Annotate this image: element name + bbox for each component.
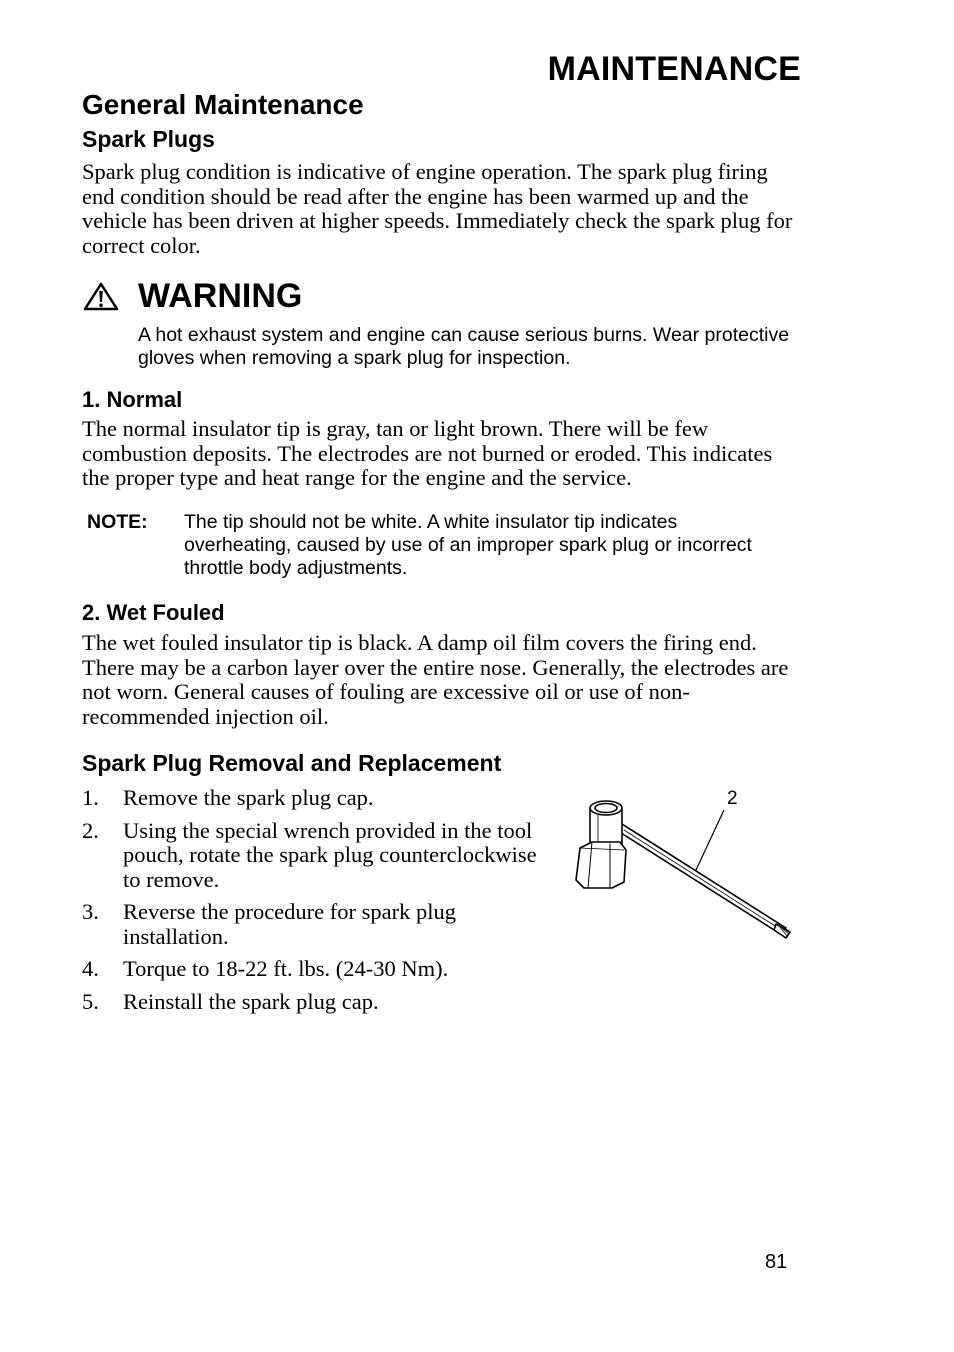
list-item bbox=[82, 990, 552, 1015]
step-text: Remove the spark plug cap. bbox=[123, 785, 374, 810]
warning-heading bbox=[82, 276, 302, 316]
list-item bbox=[82, 900, 552, 949]
step-number: 3. bbox=[82, 899, 99, 924]
spark-plug-wrench-icon bbox=[570, 784, 800, 944]
spark-plug-wrench-figure bbox=[570, 784, 800, 944]
step-text: Torque to 18-22 ft. lbs. (24-30 Nm). bbox=[123, 956, 449, 981]
step-number: 1. bbox=[82, 785, 99, 810]
step-number: 2. bbox=[82, 817, 99, 843]
warning-label: WARNING bbox=[138, 276, 303, 315]
step-text: Reinstall the spark plug cap. bbox=[123, 988, 379, 1014]
note-text: The tip should not be white. A white insulator tip indicates overheating, caused by use of an improper spark plug or incorrect throttle body adjustments. bbox=[184, 511, 752, 579]
step-number: 5. bbox=[82, 988, 99, 1014]
list-item bbox=[82, 786, 552, 811]
note-label: NOTE: bbox=[87, 511, 148, 533]
list-item bbox=[82, 957, 552, 982]
normal-paragraph: The normal insulator tip is gray, tan or light brown. There will be few combustion deposits. The electrodes are not burned or eroded. This indicates the proper type and heat range for the engine and the service. bbox=[82, 416, 773, 490]
intro-paragraph: Spark plug condition is indicative of engine operation. The spark plug firing end condition should be read after the engine has been warmed up and the vehicle has been driven at higher speeds. Immediately check the spark plug for correct color. bbox=[82, 159, 793, 258]
list-item bbox=[82, 819, 552, 893]
step-text: Using the special wrench provided in the tool pouch, rotate the spark plug counterclockwise to remove. bbox=[123, 817, 537, 892]
step-number: 4. bbox=[82, 956, 99, 981]
step-text: Reverse the procedure for spark plug installation. bbox=[123, 899, 456, 949]
subsection-title: Spark Plugs bbox=[82, 126, 215, 152]
warning-text: A hot exhaust system and engine can cause serious burns. Wear protective gloves when removing a spark plug for inspection. bbox=[138, 324, 790, 369]
wet-fouled-paragraph: The wet fouled insulator tip is black. A damp oil film covers the firing end. There may be a carbon layer over the entire nose. Generally, the electrodes are not worn. General causes of fouling are excessive oil or use of non-recommended injection oil. bbox=[82, 630, 789, 729]
normal-heading: 1. Normal bbox=[82, 387, 183, 412]
removal-steps-list bbox=[82, 786, 552, 1022]
figure-callout: 2 bbox=[727, 788, 738, 809]
removal-heading: Spark Plug Removal and Replacement bbox=[82, 750, 502, 776]
page-number: 81 bbox=[765, 1251, 788, 1273]
section-title: General Maintenance bbox=[82, 89, 364, 120]
warning-triangle-icon bbox=[82, 281, 120, 311]
chapter-title: MAINTENANCE bbox=[547, 50, 801, 88]
wet-fouled-heading: 2. Wet Fouled bbox=[82, 600, 225, 625]
